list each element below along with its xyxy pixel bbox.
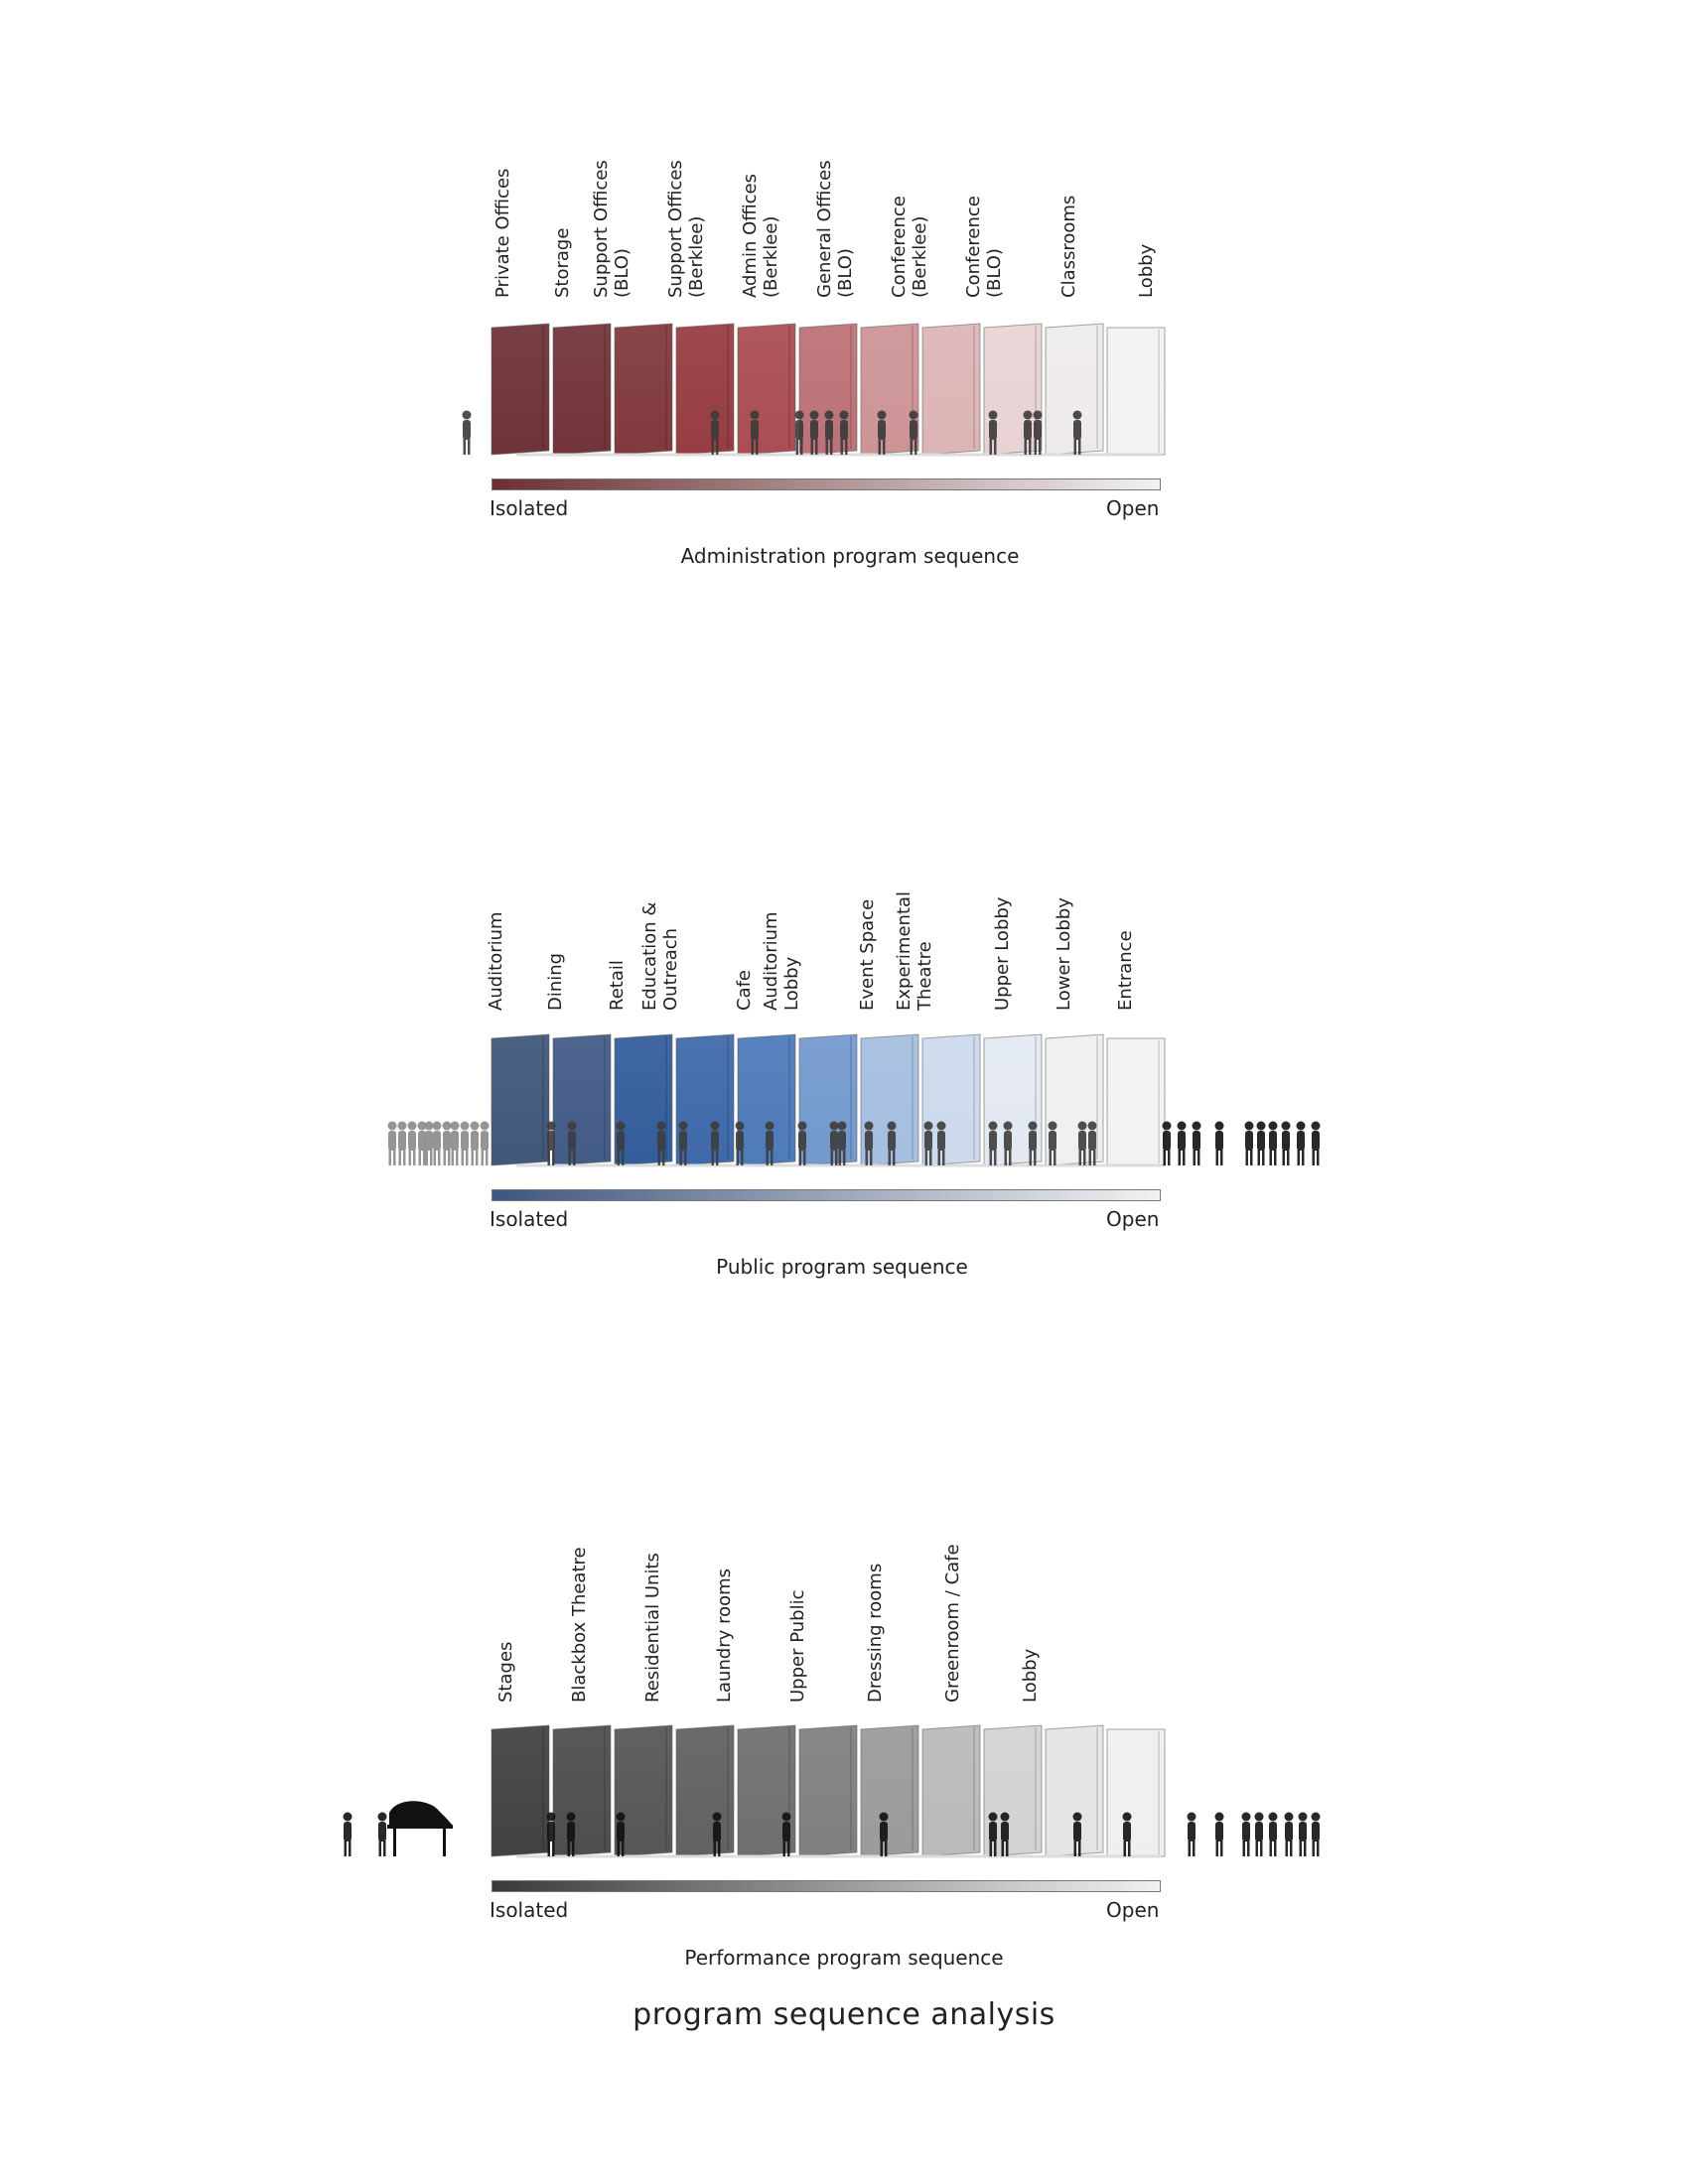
program-label: Upper Lobby xyxy=(992,896,1013,1011)
person-silhouette-icon xyxy=(388,1122,397,1166)
person-silhouette-icon xyxy=(1285,1813,1294,1857)
person-silhouette-icon xyxy=(425,1122,434,1166)
program-panel xyxy=(492,324,549,455)
person-silhouette-icon xyxy=(471,1122,480,1166)
person-silhouette-icon xyxy=(408,1122,417,1166)
program-panel xyxy=(1107,328,1165,455)
program-panel xyxy=(738,324,795,455)
public-caption: Public program sequence xyxy=(716,1255,968,1279)
program-label: Auditorium xyxy=(486,911,506,1011)
program-label: Experimental Theatre xyxy=(894,890,935,1011)
piano-icon xyxy=(387,1801,453,1856)
person-silhouette-icon xyxy=(461,1122,470,1166)
scale-start-label: Isolated xyxy=(490,1898,569,1922)
program-panel xyxy=(799,1034,857,1165)
person-silhouette-icon xyxy=(1257,1122,1266,1166)
person-silhouette-icon xyxy=(443,1122,452,1166)
person-silhouette-icon xyxy=(1312,1122,1321,1166)
person-silhouette-icon xyxy=(1255,1813,1264,1857)
program-label: Storage xyxy=(552,227,573,298)
person-silhouette-icon xyxy=(1215,1813,1224,1857)
program-panel xyxy=(861,1725,918,1856)
program-label: Lobby xyxy=(1136,243,1157,298)
performance-labels xyxy=(0,1405,1688,1703)
program-label: Conference (Berklee) xyxy=(889,196,930,298)
program-panel xyxy=(492,1725,549,1856)
person-silhouette-icon xyxy=(1269,1813,1278,1857)
person-silhouette-icon xyxy=(481,1122,490,1166)
program-label: Conference (BLO) xyxy=(963,196,1005,298)
public-panels xyxy=(0,1026,1688,1185)
person-silhouette-icon xyxy=(1178,1122,1187,1166)
program-label: Admin Offices (Berklee) xyxy=(740,173,781,298)
program-panel xyxy=(922,324,980,455)
person-silhouette-icon xyxy=(1269,1122,1278,1166)
person-silhouette-icon xyxy=(398,1122,407,1166)
program-panel xyxy=(799,1725,857,1856)
program-label: Lobby xyxy=(1020,1648,1041,1703)
person-silhouette-icon xyxy=(463,411,472,456)
program-label: Dressing rooms xyxy=(865,1563,886,1703)
program-label: Residential Units xyxy=(642,1553,663,1703)
program-label: Retail xyxy=(607,960,628,1011)
administration-labels xyxy=(0,0,1688,298)
person-silhouette-icon xyxy=(547,1813,556,1857)
program-panel xyxy=(492,1034,549,1165)
person-silhouette-icon xyxy=(378,1813,387,1857)
program-label: Dining xyxy=(545,952,566,1011)
program-label: Entrance xyxy=(1115,930,1136,1011)
scale-end-label: Open xyxy=(1106,1898,1160,1922)
person-silhouette-icon xyxy=(344,1813,352,1857)
administration-gradient-bar xyxy=(492,478,1161,490)
program-panel xyxy=(615,324,672,455)
program-label: Classrooms xyxy=(1058,195,1079,298)
scale-end-label: Open xyxy=(1106,1207,1160,1231)
administration-panels xyxy=(0,316,1688,475)
program-label: Auditorium Lobby xyxy=(761,911,802,1011)
public-labels xyxy=(0,713,1688,1011)
person-silhouette-icon xyxy=(451,1122,460,1166)
administration-caption: Administration program sequence xyxy=(680,544,1020,568)
program-panel xyxy=(553,1034,611,1165)
program-label: Stages xyxy=(495,1641,516,1703)
program-label: General Offices (BLO) xyxy=(814,160,856,298)
program-panel xyxy=(1107,1729,1165,1856)
program-panel xyxy=(1107,1038,1165,1165)
program-label: Event Space xyxy=(857,898,878,1011)
person-silhouette-icon xyxy=(1297,1122,1306,1166)
program-panel xyxy=(922,1725,980,1856)
scale-start-label: Isolated xyxy=(490,1207,569,1231)
performance-gradient-bar xyxy=(492,1880,1161,1892)
program-panel xyxy=(676,324,734,455)
performance-caption: Performance program sequence xyxy=(684,1946,1004,1970)
person-silhouette-icon xyxy=(1193,1122,1201,1166)
scale-end-label: Open xyxy=(1106,496,1160,520)
scale-start-label: Isolated xyxy=(490,496,569,520)
person-silhouette-icon xyxy=(1312,1813,1321,1857)
program-panel xyxy=(553,324,611,455)
program-label: Education & Outreach xyxy=(639,901,681,1011)
person-silhouette-icon xyxy=(547,1122,556,1166)
person-silhouette-icon xyxy=(1188,1813,1196,1857)
program-label: Cafe xyxy=(734,969,755,1011)
program-label: Support Offices (BLO) xyxy=(591,160,633,298)
public-gradient-bar xyxy=(492,1189,1161,1201)
person-silhouette-icon xyxy=(1242,1813,1251,1857)
program-label: Greenroom / Cafe xyxy=(942,1544,963,1703)
person-silhouette-icon xyxy=(1282,1122,1291,1166)
program-label: Lower Lobby xyxy=(1054,897,1074,1011)
program-panel xyxy=(553,1725,611,1856)
program-label: Upper Public xyxy=(787,1589,808,1703)
program-label: Laundry rooms xyxy=(714,1568,735,1703)
person-silhouette-icon xyxy=(433,1122,442,1166)
person-silhouette-icon xyxy=(1299,1813,1308,1857)
page-title: program sequence analysis xyxy=(633,1997,1055,2032)
performance-panels xyxy=(0,1717,1688,1876)
program-label: Support Offices (Berklee) xyxy=(665,160,707,298)
person-silhouette-icon xyxy=(1163,1122,1172,1166)
program-label: Private Offices xyxy=(492,168,513,298)
program-label: Blackbox Theatre xyxy=(569,1547,590,1703)
program-panel xyxy=(676,1725,734,1856)
person-silhouette-icon xyxy=(1245,1122,1254,1166)
person-silhouette-icon xyxy=(1215,1122,1224,1166)
